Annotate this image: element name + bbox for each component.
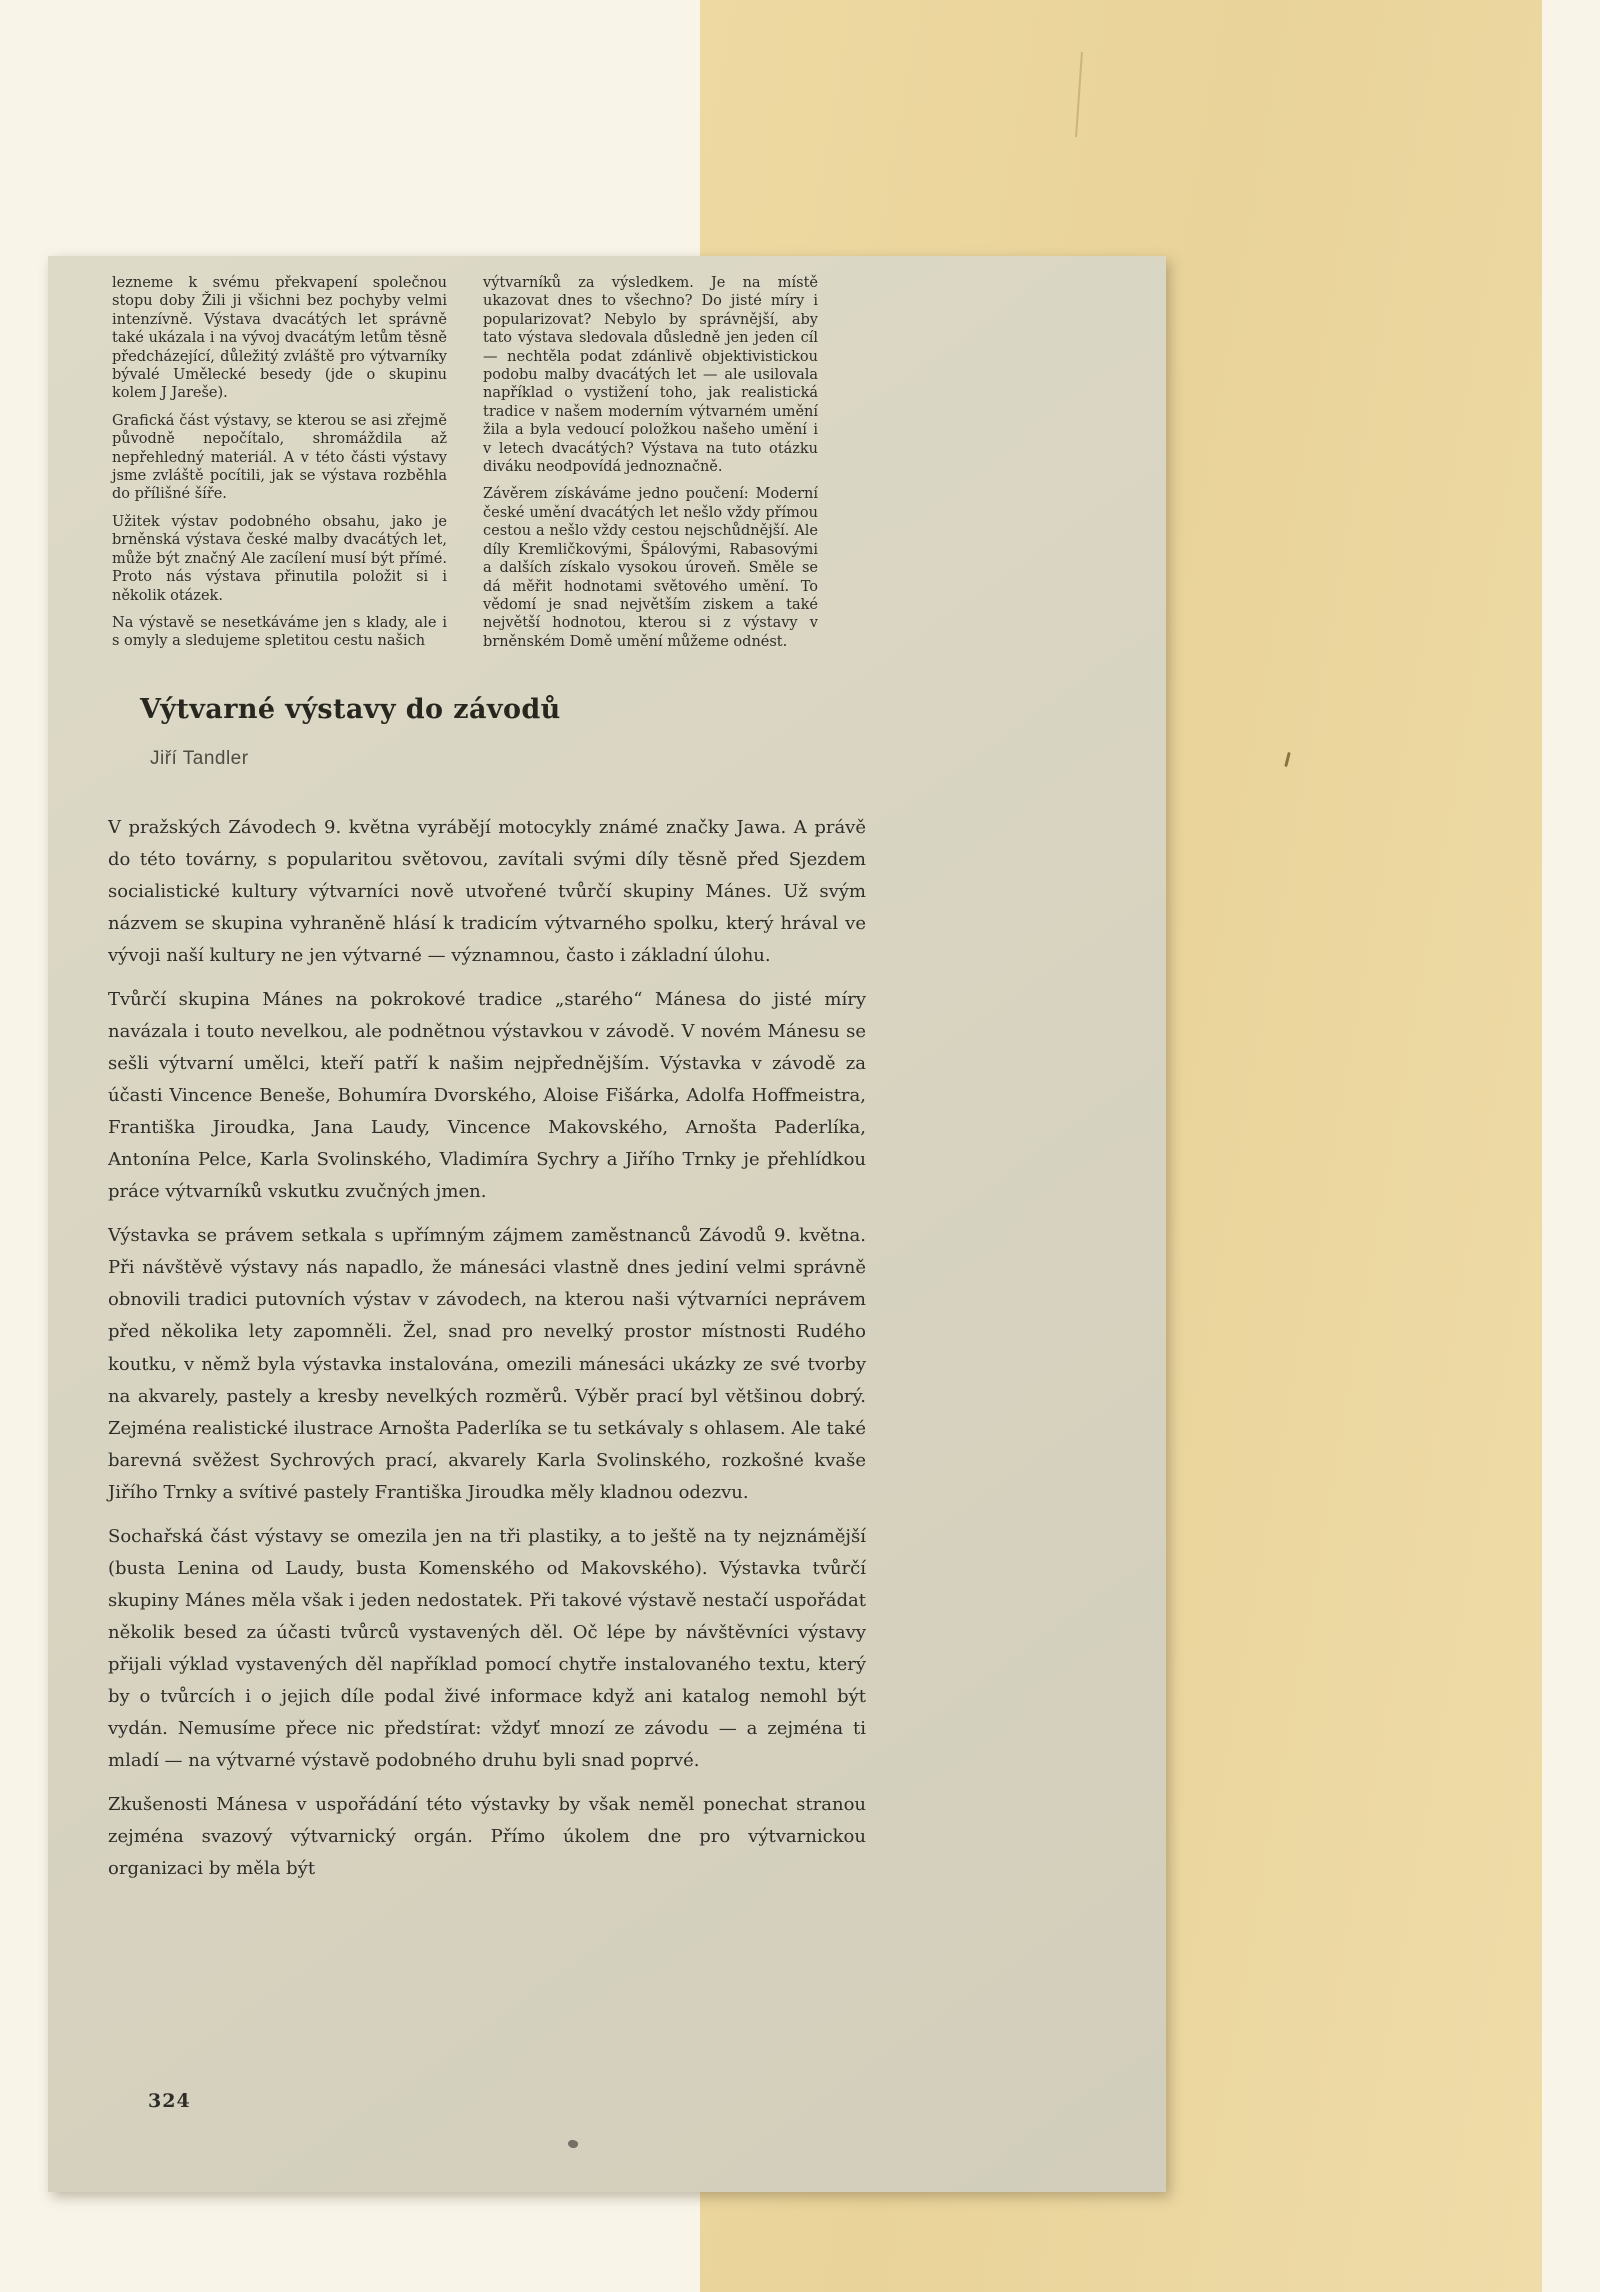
body-paragraph: Výstavka se právem setkala s upřímným zájmem zaměstnanců Závodů 9. května. Při návštěvě výstavy nás napadlo, že mánesáci vlastně dnes jediní velmi správně obnovili tradici putovních výstav v závodech, na kterou naši výtvarníci neprávem před několika lety zapomněli. Žel, snad pro nevelký prostor místnosti Rudého koutku, v němž byla výstavka instalována, omezili mánesáci ukázky ze své tvorby na akvarely, pastely a kresby nevelkých rozměrů. Výběr prací byl většinou dobrý. Zejména realistické ilustrace Arnošta Paderlíka se tu setkávaly s ohlasem. Ale také barevná svěžest Sychrových prací, akvarely Karla Svolinského, rozkošné kvaše Jiřího Trnky a svítivé pastely Františka Jiroudka měly kladnou odezvu. bbox=[108, 1225, 867, 1503]
right-column bbox=[483, 274, 818, 660]
scanned-journal-page bbox=[48, 256, 1166, 2192]
column-paragraph: Grafická část výstavy, se kterou se asi zřejmě původně nepočítalo, shromáždila až nepřehledný materiál. A v této části výstavy jsme zvláště pocítili, jak se výstava rozběhla do přílišné šíře. bbox=[112, 412, 447, 503]
ink-speck bbox=[567, 2139, 579, 2150]
article-author: Jiří Tandler bbox=[150, 748, 249, 769]
body-paragraph: Zkušenosti Mánesa v uspořádání této výstavky by však neměl ponechat stranou zejména svazový výtvarnický orgán. Přímo úkolem dne pro výtvarnickou organizaci by měla být bbox=[108, 1793, 866, 1879]
article-body bbox=[108, 812, 866, 1897]
column-paragraph: Užitek výstav podobného obsahu, jako je brněnská výstava české malby dvacátých let, může být značný Ale zacílení musí být přímé. Proto nás výstava přinutila položit si i několik otázek. bbox=[112, 513, 447, 604]
column-paragraph: lezneme k svému překvapení společnou stopu doby Žili ji všichni bez pochyby velmi intenzívně. Výstava dvacátých let správně také ukázala i na vývoj dvacátým letům těsně předcházející, důležitý zvláště pro výtvarníky bývalé Umělecké besedy (jde o skupinu kolem J Jareše). bbox=[112, 275, 447, 402]
body-paragraph: Sochařská část výstavy se omezila jen na tři plastiky, a to ještě na ty nejznámější (busta Lenina od Laudy, busta Komenského od Makovského). Výstavka tvůrčí skupiny Mánes měla však i jeden nedostatek. Při takové výstavě nestačí uspořádat několik besed za účasti tvůrců vystavených děl. Oč lépe by návštěvníci výstavy přijali výklad vystavených děl například pomocí chytře instalovaného textu, který by o tvůrcích i o jejich díle podal živé informace když ani katalog nemohl být vydán. Nemusíme přece nic předstírat: vždyť mnozí ze závodu — a zejména ti mladí — na výtvarné výstavě podobného druhu byli snad poprvé. bbox=[108, 1525, 866, 1771]
stray-pen-mark bbox=[1284, 752, 1291, 767]
body-paragraph: V pražských Závodech 9. května vyrábějí motocykly známé značky Jawa. A právě do této továrny, s popularitou světovou, zavítali svými díly těsně před Sjezdem socialistické kultury výtvarníci nově utvořené tvůrčí skupiny Mánes. Už svým názvem se skupina vyhraněně hlásí k tradicím výtvarného spolku, který hrával ve vývoji naší kultury ne jen výtvarné — významnou, často i základní úlohu. bbox=[108, 817, 866, 967]
column-paragraph: Na výstavě se nesetkáváme jen s klady, ale i s omyly a sledujeme spletitou cestu našich bbox=[112, 614, 447, 650]
two-column-section bbox=[112, 274, 818, 660]
paper-crease bbox=[1075, 52, 1083, 137]
article-title: Výtvarné výstavy do závodů bbox=[140, 694, 561, 725]
left-column bbox=[112, 274, 447, 660]
column-paragraph: výtvarníků za výsledkem. Je na místě ukazovat dnes to všechno? Do jisté míry i popularizovat? Nebylo by správnější, aby tato výstava sledovala důsledně jen jeden cíl — nechtěla podat zdánlivě objektivistickou podobu malby dvacátých let — ale usilovala například o vystižení toho, jak realistická tradice v našem moderním výtvarném umění žila a byla vedoucí položkou našeho umění i v letech dvacátých? Výstava na tuto otázku diváku neodpovídá jednoznačně. bbox=[483, 275, 818, 476]
body-paragraph: Tvůrčí skupina Mánes na pokrokové tradice „starého“ Mánesa do jisté míry navázala i touto nevelkou, ale podnětnou výstavkou v závodě. V novém Mánesu se sešli výtvarní umělci, kteří patří k našim nejpřednějším. Výstavka v závodě za účasti Vincence Beneše, Bohumíra Dvorského, Aloise Fišárka, Adolfa Hoffmeistra, Františka Jiroudka, Jana Laudy, Vincence Makovského, Arnošta Paderlíka, Antonína Pelce, Karla Svolinského, Vladimíra Sychry a Jiřího Trnky je přehlídkou práce výtvarníků vskutku zvučných jmen. bbox=[108, 989, 866, 1203]
page-number: 324 bbox=[148, 2090, 191, 2112]
column-paragraph: Závěrem získáváme jedno poučení: Moderní české umění dvacátých let nešlo vždy přímou cestou a nešlo vždy cestou nejschůdnější. Ale díly Kremličkovými, Špálovými, Rabasovými a dalších získalo vysokou úroveň. Směle se dá měřit hodnotami světového umění. To vědomí je snad největším ziskem a také největší hodnotou, kterou si z výstavy v brněnském Domě umění můžeme odnést. bbox=[483, 486, 818, 650]
